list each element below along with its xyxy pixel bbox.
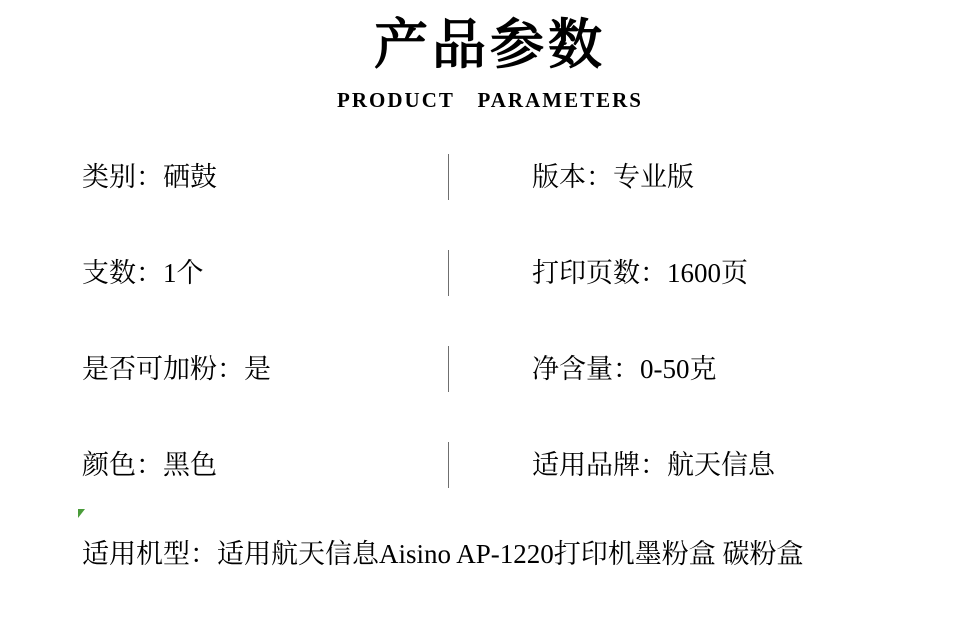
column-divider — [448, 442, 449, 488]
spec-cell-color: 颜色：黑色 — [82, 450, 217, 481]
spec-row — [0, 152, 980, 248]
spec-cell-net-content: 净含量：0-50克 — [532, 354, 717, 385]
spec-compatible-models: 适用机型：适用航天信息Aisino AP-1220打印机墨粉盒 碳粉盒 — [82, 539, 804, 570]
green-corner-marker — [78, 509, 85, 518]
spec-cell-refillable: 是否可加粉：是 — [82, 354, 271, 385]
spec-cell-print-pages: 打印页数：1600页 — [532, 258, 748, 289]
spec-cell-category: 类别：硒鼓 — [82, 162, 217, 193]
page-title-en: PRODUCT PARAMETERS — [337, 88, 643, 113]
spec-cell-brand: 适用品牌：航天信息 — [532, 450, 775, 481]
column-divider — [448, 346, 449, 392]
page-header — [0, 0, 980, 114]
page-title-cn: 产品参数 — [374, 15, 606, 75]
spec-cell-quantity: 支数：1个 — [82, 258, 204, 289]
spec-row — [0, 344, 980, 440]
spec-row — [0, 440, 980, 536]
column-divider — [448, 154, 449, 200]
spec-row — [0, 248, 980, 344]
spec-table — [0, 152, 980, 536]
column-divider — [448, 250, 449, 296]
spec-cell-version: 版本：专业版 — [532, 162, 694, 193]
